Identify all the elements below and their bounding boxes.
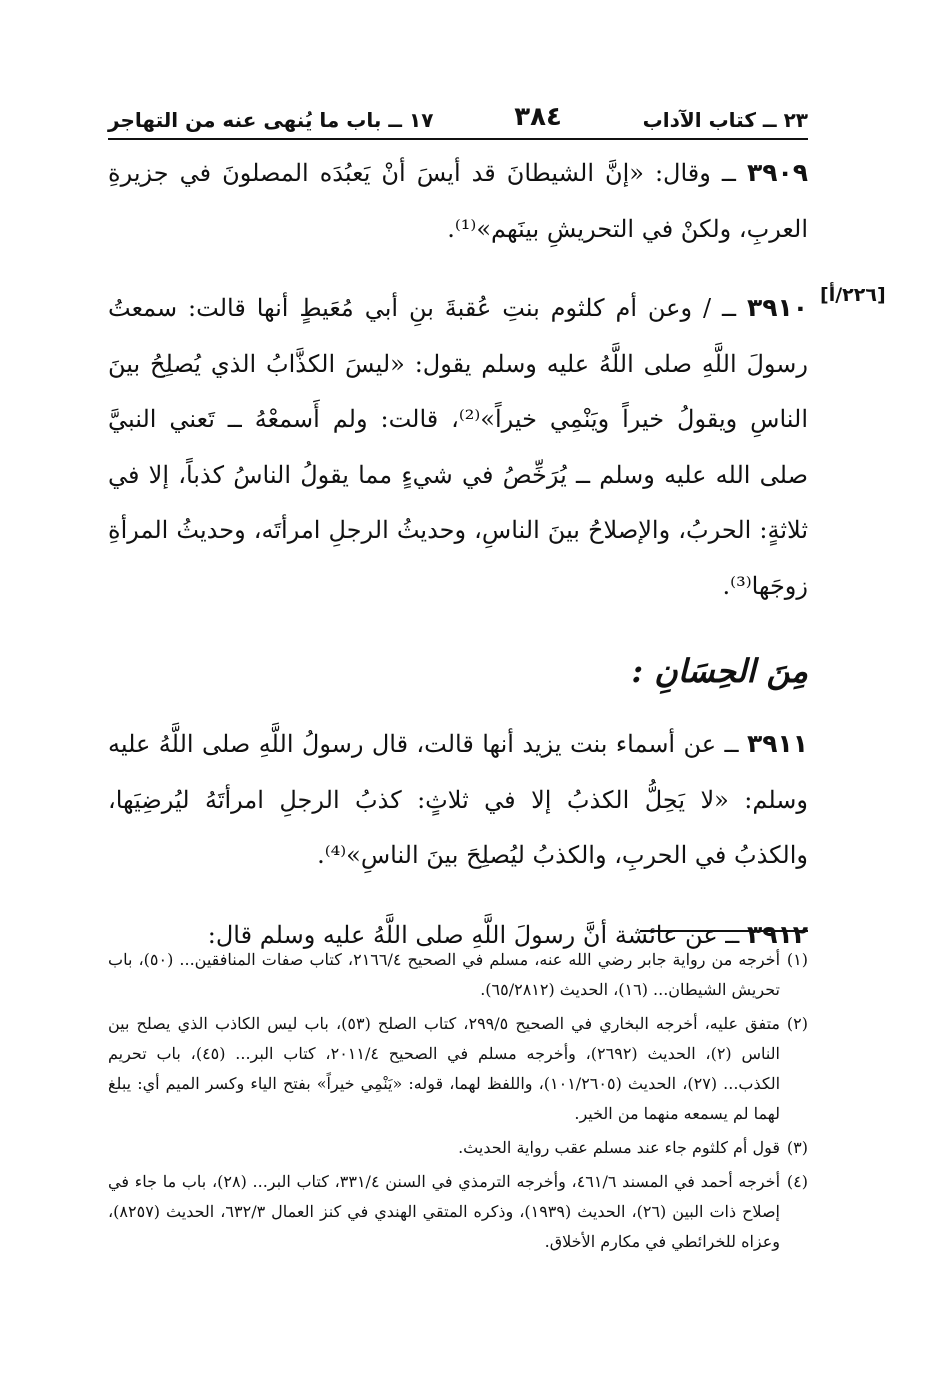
section-title: مِنَ الحِسَانِ :	[631, 652, 808, 690]
hadith-number: ٣٩١٠	[746, 293, 808, 322]
footnote-4	[108, 1167, 808, 1257]
footnote-label: (٤)	[786, 1172, 808, 1191]
header-chapter: ٢٣ ــ كتاب الآداب	[642, 108, 808, 132]
footnote-label: (٣)	[786, 1138, 808, 1157]
footnote-text: أخرجه من رواية جابر رضي الله عنه، مسلم في الصحيح ٢١٦٦/٤، كتاب صفات المنافقين... (٥٠)، باب تحريش الشيطان... (١٦)، الحديث (٦٥/٢٨١٢).	[108, 950, 781, 999]
footnote-text: أخرجه أحمد في المسند ٤٦١/٦، وأخرجه الترمذي في السنن ٣٣١/٤، كتاب البر... (٢٨)، باب ما جاء في إصلاح ذات البين (٢٦)، الحديث (١٩٣٩)، وذكره المتقي الهندي في كنز العمال ٦٣٢/٣، الحديث (٨٢٥٧)، وعزاه للخرائطي في مكارم الأخلاق.	[108, 1172, 781, 1251]
margin-folio-note: [٢٢٦/أ]	[820, 284, 886, 306]
hadith-text: ــ عن أسماء بنت يزيد أنها قالت، قال رسولُ اللَّهِ صلى اللَّهُ عليه وسلم: «لا يَحِلُّ الكذبُ إلا في ثلاثٍ: كذبُ الرجلِ امرأتَهُ ليُرضِيَها، والكذبُ في الحربِ، والكذبُ ليُصلِحَ بينَ الناسِ»⁽⁴⁾.	[108, 730, 808, 869]
header-rule	[108, 138, 808, 140]
footnote-1	[108, 945, 808, 1005]
footnote-text: قول أم كلثوم جاء عند مسلم عقب رواية الحديث.	[458, 1138, 780, 1157]
footnote-label: (٢)	[786, 1014, 808, 1033]
footnote-rule	[640, 930, 808, 932]
hadith-number: ٣٩١٢	[746, 919, 808, 949]
hadith-text: ــ وقال: «إنَّ الشيطانَ قد أيسَ أنْ يَعبُدَه المصلونَ في جزيرةِ العربِ، ولكنْ في التحريشِ بينَهم»⁽¹⁾.	[108, 159, 808, 243]
page-number: ٣٨٤	[514, 102, 562, 132]
hadith-3909	[108, 145, 808, 257]
footnote-text: متفق عليه، أخرجه البخاري في الصحيح ٢٩٩/٥، كتاب الصلح (٥٣)، باب ليس الكاذب الذي يصلح بين الناس (٢)، الحديث (٢٦٩٢)، وأخرجه مسلم في الصحيح ٢٠١١/٤، كتاب البر... (٤٥)، باب تحريم الكذب... (٢٧)، الحديث (١٠١/٢٦٠٥)، واللفظ لهما، قوله: «يَنْمِي خيراً» بفتح الياء وكسر الميم أي: يبلغ لهما لم يسمعه منهما من الخير.	[108, 1014, 781, 1123]
footnotes	[108, 945, 808, 1261]
hadith-3911	[108, 716, 808, 884]
hadith-text: ــ عن عائشة أنَّ رسولَ اللَّهِ صلى اللَّهُ عليه وسلم قال:	[207, 920, 747, 949]
main-text	[108, 145, 808, 963]
footnote-3	[108, 1133, 808, 1163]
footnote-label: (١)	[786, 950, 808, 969]
hadith-number: ٣٩١١	[746, 729, 808, 758]
hadith-number: ٣٩٠٩	[746, 158, 809, 187]
footnote-2	[108, 1009, 808, 1129]
hadith-text: ــ / وعن أم كلثوم بنتِ عُقبةَ بنِ أبي مُعَيطٍ أنها قالت: سمعتُ رسولَ اللَّهِ صلى اللَّهُ عليه وسلم يقول: «ليسَ الكذَّابُ الذي يُصلِحُ بينَ الناسِ ويقولُ خيراً ويَنْمِي خيراً»⁽²⁾، قالت: ولم أَسمعْهُ ــ تَعني النبيَّ صلى الله عليه وسلم ــ يُرَخِّصُ في شيءٍ مما يقولُ الناسُ كذباً، إلا في ثلاثةٍ: الحربُ، والإصلاحُ بينَ الناسِ، وحديثُ الرجلِ امرأتَه، وحديثُ المرأةِ زوجَها⁽³⁾.	[108, 294, 808, 600]
header-section: ١٧ ــ باب ما يُنهى عنه من التهاجر	[108, 108, 434, 132]
hadith-3910	[108, 280, 808, 614]
running-header	[108, 88, 808, 132]
